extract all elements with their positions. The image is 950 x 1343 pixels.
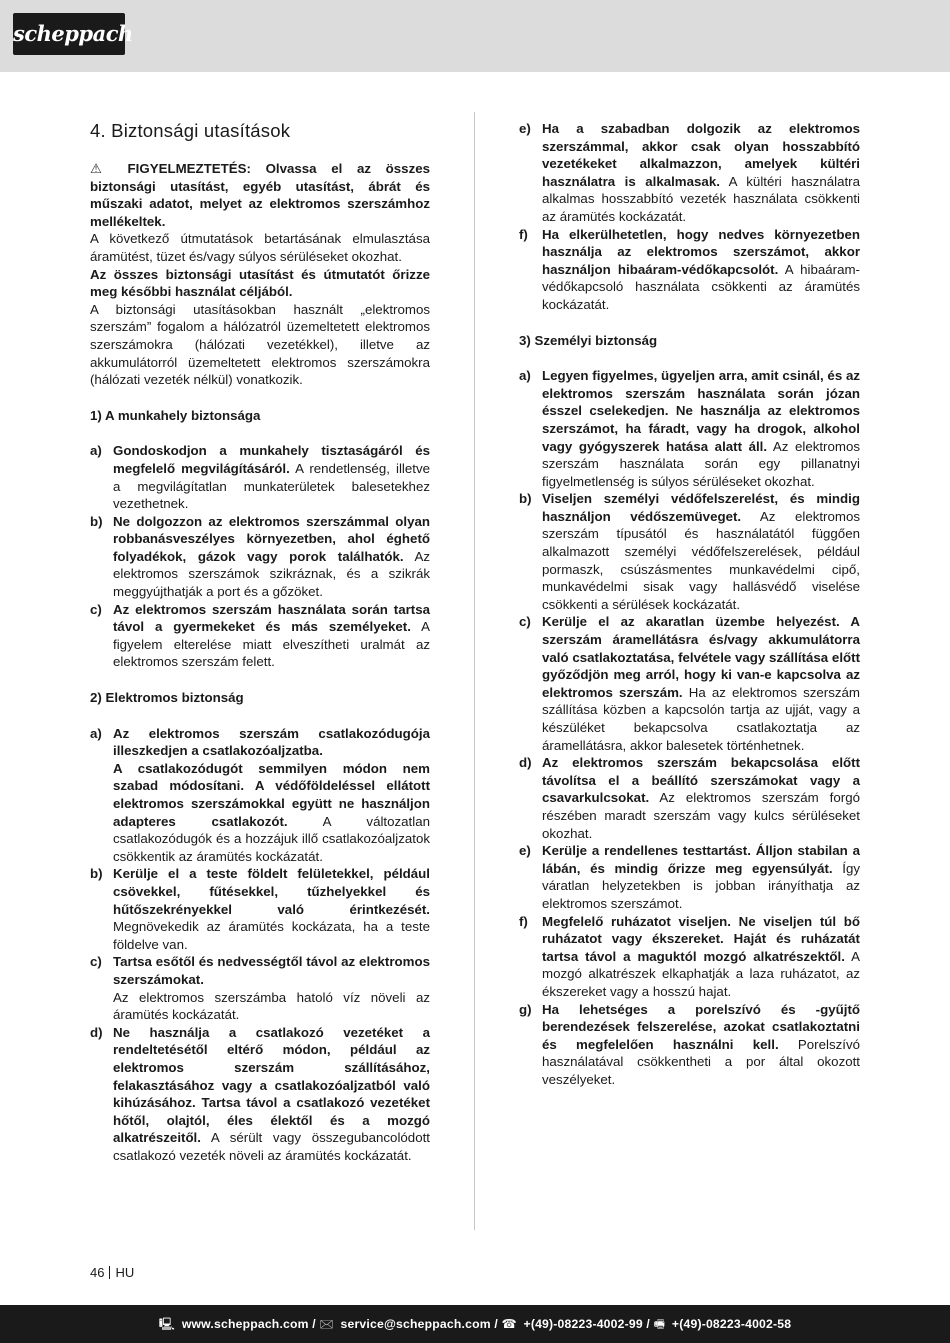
- list-item: e) Kerülje a rendellenes testtartást. Álljon stabilan a lábán, és mindig őrizze meg egyensúlyát. Így váratlan helyzetekben is jobban irányíthatja az elektromos szerszámot.: [519, 843, 860, 911]
- section-2-list: [90, 725, 430, 1165]
- fax-icon: 🖷: [653, 1317, 666, 1331]
- warning-bold: FIGYELMEZTETÉS: Olvassa el az összes biztonsági utasítást, egyéb utasítást, ábrát és műszaki adatot, melyet az elektromos szerszámhoz mellékeltek.: [90, 161, 431, 229]
- header-bar: [0, 0, 950, 72]
- phone-icon: ☎: [501, 1317, 517, 1331]
- mail-icon: 🖂: [319, 1317, 334, 1331]
- phone-number: +(49)-08223-4002-99 /: [523, 1317, 650, 1331]
- web-icon: 🖳: [158, 1317, 176, 1331]
- list-item: c) Az elektromos szerszám használata során tartsa távol a gyermekeket és más személyeket. A figyelem elterelése miatt elveszítheti uralmát az elektromos szerszám felett.: [90, 601, 430, 670]
- warning-text: A következő útmutatások betartásának elmulasztása áramütést, tüzet és/vagy súlyos sérüléseket okozhat.: [90, 231, 430, 264]
- list-item: a) Gondoskodjon a munkahely tisztaságáról és megfelelő megvilágításáról. A rendetlenség, illetve a megvilágítatlan munkaterületek balesetekhez vezethetnek.: [90, 443, 430, 512]
- column-divider: [474, 112, 475, 1230]
- list-item: a) Legyen figyelmes, ügyeljen arra, amit csinál, és az elektromos szerszám használata során józan ésszel cselekedjen. Ne használja az elektromos szerszámot, ha fáradt, vagy ha drogok, alkohol vagy gyógyszerek hatása alatt áll. Az elektromos szerszám használata során egy pillanatnyi figyelmetlenség is súlyos sérüléseket okozhat.: [519, 368, 860, 489]
- right-column: [519, 120, 860, 1088]
- left-column: [90, 120, 430, 1164]
- list-item: f) Megfelelő ruházatot viseljen. Ne viseljen túl bő ruházatot vagy ékszereket. Haját és ruházatát tartsa távol a maguktól mozgó alkatrészektől. A mozgó alkatrészek elkaphatják a laza ruházatot, az ékszereket vagy a hosszú hajat.: [519, 913, 860, 999]
- list-item: b) Kerülje el a teste földelt felületekkel, például csövekkel, fűtésekkel, tűzhelyekkel és hűtőszekrényekkel való érintkezését. Megnövekedik az áramütés kockázata, ha a teste földelve van.: [90, 866, 430, 952]
- section-1-heading: 1) A munkahely biztonsága: [90, 407, 261, 423]
- fax-number: +(49)-08223-4002-58: [671, 1317, 792, 1331]
- page-number: 46: [90, 1265, 105, 1280]
- list-item: d) Az elektromos szerszám bekapcsolása előtt távolítsa el a beállító szerszámokat vagy a csavarkulcsokat. Az elektromos szerszám forgó részében maradt szerszám vagy kulcs sérüléseket okozhat.: [519, 755, 860, 841]
- list-item: e) Ha a szabadban dolgozik az elektromos szerszámmal, akkor csak olyan hosszabbító vezetékeket alkalmazzon, amelyek kültéri használatra is alkalmasak. A kültéri használatra alkalmas hosszabbító vezeték használata csökkenti az áramütés kockázatát.: [519, 121, 860, 224]
- list-item: f) Ha elkerülhetetlen, hogy nedves környezetben használja az elektromos szerszámot, akkor használjon hibaáram-védőkapcsolót. A hibaáram-védőkapcsoló használata csökkenti az áramütés kockázatát.: [519, 226, 860, 312]
- language-code: HU: [115, 1265, 135, 1280]
- scheppach-logo: scheppach: [13, 13, 125, 55]
- keep-instructions: Az összes biztonsági utasítást és útmutatót őrizze meg későbbi használat céljából.: [90, 266, 430, 300]
- page-footer: [90, 1265, 134, 1281]
- section-3-list: [519, 367, 860, 1088]
- list-item: a) Az elektromos szerszám csatlakozódugója illeszkedjen a csatlakozóaljzatba. A csatlakozódugót semmilyen módon nem szabad módosítani. A védőföldeléssel ellátott elektromos szerszámokkal együtt ne használjon adapteres csatlakozót. A változatlan csatlakozódugók és a hozzájuk illő csatlakozóaljzatok csökkentik az áramütés kockázatát.: [90, 725, 430, 864]
- list-item: c) Kerülje el az akaratlan üzembe helyezést. A szerszám áramellátásra és/vagy akkumulátorra való csatlakoztatása, felvétele vagy szállítása előtt győződjön meg arról, hogy ki van-e kapcsolva az elektromos szerszám. Ha az elektromos szerszám szállítása közben a kapcsolón tartja az ujját, vagy a készüléket bekapcsolva csatlakoztatja az áramellátásra, akkor balesetek történhetnek.: [519, 614, 860, 753]
- list-item: g) Ha lehetséges a porelszívó és -gyűjtő berendezések felszerelése, azokat csatlakoztatni és megfelelően használni kell. Porelszívó használatával csökkentheti a por által okozott veszélyeket.: [519, 1001, 860, 1087]
- warning-paragraph: [90, 160, 430, 230]
- definition-text: A biztonsági utasításokban használt „elektromos szerszám” fogalom a hálózatról üzemeltetett elektromos szerszámokra (hálózati vezetékkel), illetve az akkumulátorról üzemeltetett elektromos szerszámokra (hálózati vezeték nélkül) vonatkozik.: [90, 301, 430, 388]
- list-item: b) Viseljen személyi védőfelszerelést, és mindig használjon védőszemüveget. Az elektromos szerszám típusától és használatától függően alkalmazott személyi védőfelszerelések, például pormaszk, csúszásmentes munkavédelmi cipő, munkavédelmi sisak vagy hallásvédő viselése csökkenti a sérülések kockázatát.: [519, 491, 860, 612]
- website-link[interactable]: www.scheppach.com /: [181, 1317, 316, 1331]
- section-1-list: [90, 442, 430, 671]
- section-2-list-continued: [519, 120, 860, 314]
- footer-separator: [109, 1266, 110, 1279]
- email-link[interactable]: service@scheppach.com /: [340, 1317, 498, 1331]
- list-item: b) Ne dolgozzon az elektromos szerszámmal olyan robbanásveszélyes környezetben, ahol éghető folyadékok, gázok vagy porok találhatók. Az elektromos szerszámok szikráznak, és a szikrák meggyújthatják a port és a gőzöket.: [90, 513, 430, 600]
- section-title: 4. Biztonsági utasítások: [90, 120, 291, 141]
- warning-icon: ⚠: [90, 161, 113, 176]
- list-item: d) Ne használja a csatlakozó vezetéket a rendeltetésétől eltérő módon, például az elektromos szerszám szállításához, felakasztásához vagy a csatlakozóaljzatból való kihúzásához. Tartsa távol a csatlakozó vezetéket hőtől, olajtól, éles élektől és a mozgó alkatrészeitől. A sérült vagy összegubancolódott csatlakozó vezeték növeli az áramütés kockázatát.: [90, 1024, 430, 1163]
- section-3-heading: 3) Személyi biztonság: [519, 332, 658, 348]
- section-2-heading: 2) Elektromos biztonság: [90, 690, 244, 706]
- list-item: c) Tartsa esőtől és nedvességtől távol az elektromos szerszámokat. Az elektromos szerszámba hatoló víz növeli az áramütés kockázatát.: [90, 954, 430, 1023]
- contact-bar: [0, 1305, 950, 1343]
